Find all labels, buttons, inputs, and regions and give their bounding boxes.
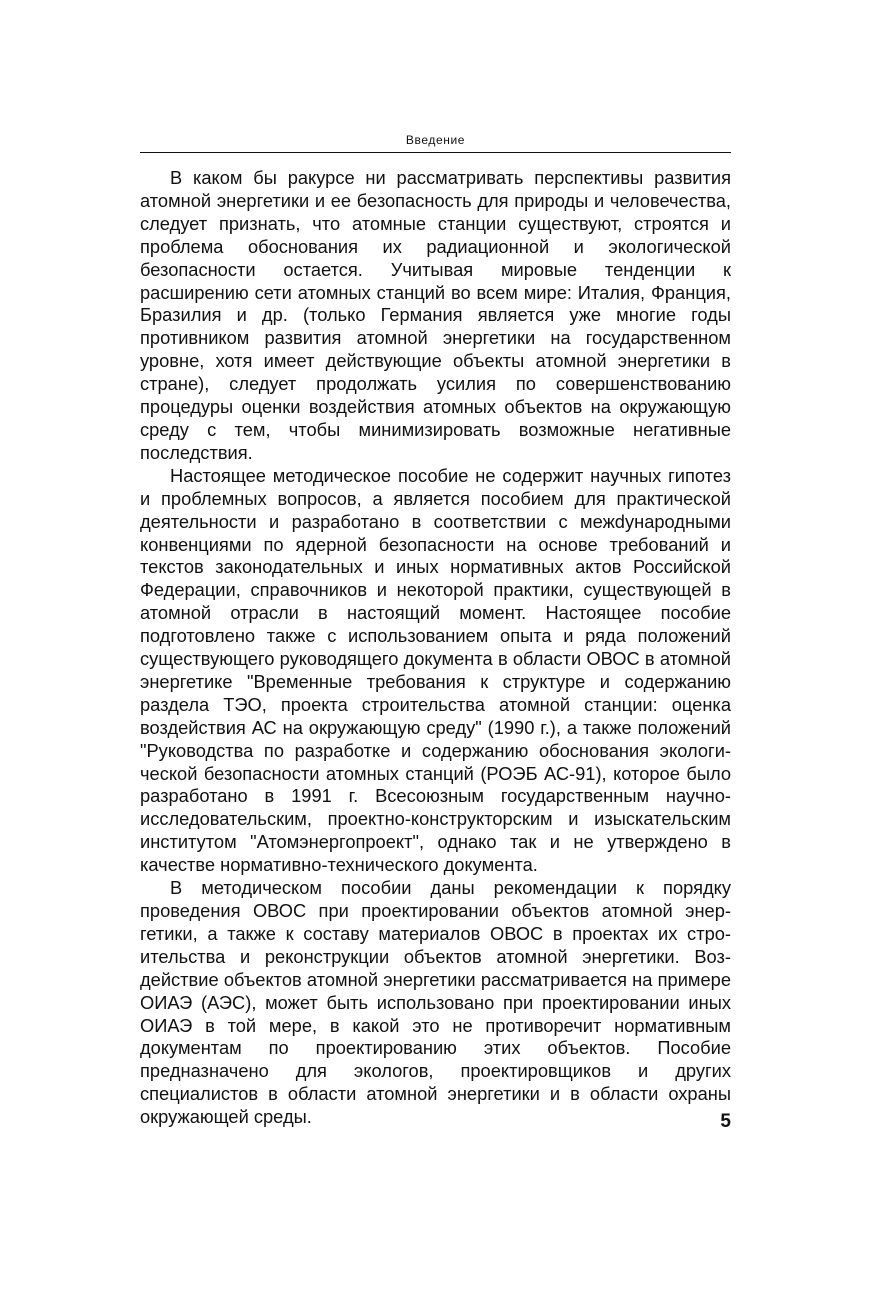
page-number: 5: [720, 1111, 731, 1132]
paragraph-2: Настоящее методическое пособие не содержит научных гипотез и проблемных вопросов, а является пособием для практической деятельности и разработано в соответствии с межdународными конвенциями по ядерной безопасности на основе требований и текстов законодательных и иных нормативных актов Российской Федерации, справочников и некоторой практики, существующей в атомной отрасли в настоящий момент. Настоящее пособие подготовлено также с использованием опыта и ряда положений существующего руководящего документа в области ОВОС в атомной энергетике "Временные требования к структуре и содержанию раздела ТЭО, проекта строительства атомной станции: оценка воздействия АС на окружающую среду" (1990 г.), а также положений "Руководства по разработке и содержанию обоснования экологической безопасности атомных станций (РОЭБ АС-91), которое было разработано в 1991 г. Всесоюзным государственным научно-исследовательским, проектно-конструкторским и изыскательским институтом "Атомэнергопроект", однако так и не утверждено в качестве нормативно-технического документа.: [140, 464, 731, 876]
running-head: Введение: [405, 133, 466, 147]
paragraph-1: В каком бы ракурсе ни рассматривать перспективы развития атомной энергетики и ее безопасность для природы и человечества, следует признать, что атомные станции существуют, строятся и проблема обоснования их радиационной и экологической безопасности остается. Учитывая мировые тенденции к расширению сети атомных станций во всем мире: Италия, Франция, Бразилия и др. (только Германия является уже многие годы противником развития атомной энергетики на государственном уровне, хотя имеет действующие объекты атомной энергетики в стране), следует продолжать усилия по совершенствованию процедуры оценки воздействия атомных объектов на окружающую среду с тем, чтобы минимизировать возможные негативные последствия.: [140, 167, 731, 463]
header-rule: [140, 152, 731, 153]
body-text: [140, 167, 731, 1129]
book-page: [140, 130, 731, 1129]
paragraph-3: В методическом пособии даны рекомендации к порядку проведения ОВОС при проектировании объектов атомной энергетики, а также к составу материалов ОВОС в проектах их строительства и реконструкции объектов атомной энергетики. Воздействие объектов атомной энергетики рассматривается на примере ОИАЭ (АЭС), может быть использовано при проектировании иных ОИАЭ в той мере, в какой это не противоречит нормативным документам по проектированию этих объектов. Пособие предназначено для экологов, проектировщиков и других специалистов в области атомной энергетики и в области охраны окружающей среды.: [140, 877, 731, 1128]
